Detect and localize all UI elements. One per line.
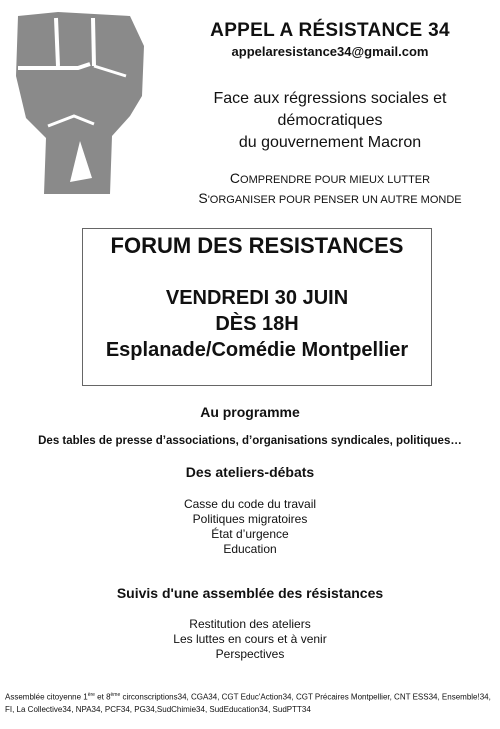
ateliers-list bbox=[0, 497, 500, 557]
assemblee-heading: Suivis d'une assemblée des résistances bbox=[116, 585, 384, 601]
list-item: Perspectives bbox=[215, 647, 285, 661]
list-item: Restitution des ateliers bbox=[189, 617, 311, 631]
event-time: DÈS 18H bbox=[215, 313, 299, 335]
event-place: Esplanade/Comédie Montpellier bbox=[105, 339, 409, 361]
program-heading: Au programme bbox=[200, 404, 300, 420]
slogan-organiser: S'ORGANISER POUR PENSER UN AUTRE MONDE bbox=[198, 190, 462, 206]
intro-line: Face aux régressions sociales et bbox=[213, 90, 447, 107]
title: APPEL A RÉSISTANCE 34 bbox=[210, 20, 450, 41]
email-address[interactable]: appelaresistance34@gmail.com bbox=[231, 44, 429, 59]
intro-line: du gouvernement Macron bbox=[238, 134, 422, 151]
list-item: Casse du code du travail bbox=[183, 497, 317, 511]
list-item: Education bbox=[223, 542, 277, 556]
slogan-comprendre: COMPRENDRE POUR MIEUX LUTTER bbox=[229, 170, 431, 186]
program-tables: Des tables de presse d’associations, d’organisations syndicales, politiques… bbox=[38, 435, 462, 447]
event-heading: FORUM DES RESISTANCES bbox=[110, 233, 404, 258]
list-item: Politiques migratoires bbox=[192, 512, 308, 526]
list-item: État d’urgence bbox=[211, 527, 289, 541]
event-date: VENDREDI 30 JUIN bbox=[165, 287, 349, 309]
list-item: Les luttes en cours et à venir bbox=[173, 632, 327, 646]
event-box bbox=[82, 228, 432, 386]
intro-line: démocratiques bbox=[277, 112, 383, 129]
raised-fist-icon bbox=[8, 6, 148, 194]
intro-text bbox=[175, 88, 485, 154]
organizers-footer: Assemblée citoyenne 1ère et 8ème circonscriptions34, CGA34, CGT Educ'Action34, CGT Précaires Montpellier, CNT ESS34, Ensemble!34, FI, La Collective34, NPA34, PCF34, PG34,SudChimie34, SudEducation34, SudPTT34 bbox=[5, 692, 491, 714]
ateliers-heading: Des ateliers-débats bbox=[185, 464, 315, 480]
assemblee-list bbox=[0, 617, 500, 662]
